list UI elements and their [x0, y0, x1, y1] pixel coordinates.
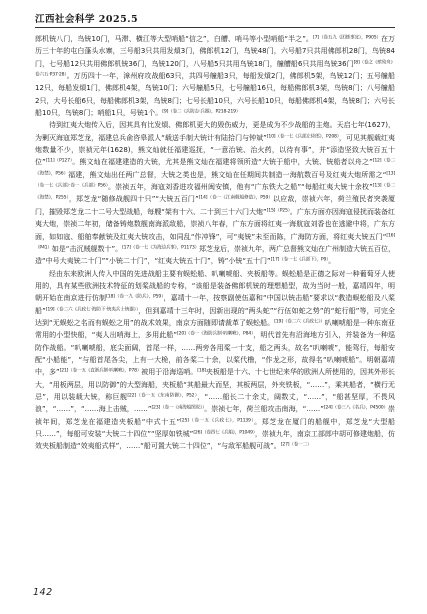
body-text: ，崇祯九年，南京工部郎中胡可修建炮船，仿效夹板船制造“效夷船式样”，……“船可置大铳二十四位”，“与敌军船舰可战”。 — [35, 430, 395, 451]
body-text: ，明代首先有沿海地方引入，并装备为一种巡防作战船。“叭喇唬船，底尖面阔，首尾一样，……两旁各用桨一十支，船之两头，故名“叭喇唬”，能驾行，每船安配“小船能”，“与船首尾各尖，上有一大桅，前各桨二十余，以桨代橹，“作龙之形，故得名“叭喇唬船”。明朝嘉靖中，多” — [35, 331, 395, 377]
footnote-citation: [21]（卷一五《直浙兵制·叭喇唬》，P78） — [59, 368, 142, 374]
body-text: 。 — [328, 257, 336, 266]
footnote-citation: [13]（卷二《海禁》，P255） — [35, 183, 395, 202]
body-text: 夹板船是十六、十七世纪来华的欧洲人所使用的，因其外形长大，“用板两层，用以防御”的大型海船，夹板船“其船最大而坚，其板两层，外夹铁板，“……”，乘其船者，“横行无忌”，用以装载大铳，称巨舰 — [35, 368, 396, 401]
footnote-citation: [7]（卷五九《团练事宜》，P905） — [312, 35, 381, 41]
body-text: 。广东方面亦因海寇侵扰而装备红夷大炮，崇祯二年初，储备铸炮数舰南海派敌船，崇祯八年春，广东方面将红夷一海航寇刘香也在逃避中将，广东方面，如如寇、船舶奉献铳及红夷大铳攻击，如同乱“作冲锋”，可“夷铳”未至而陈，广海防方面，将红夷大铳五门“ — [35, 207, 395, 241]
footnote-citation: [19]（卷二六《兵政七·海防下·铳夷兵士铳器》） — [45, 307, 139, 313]
footnote-citation: [24]（卷三八《名兵》，P4500） — [323, 405, 388, 411]
body-text: ，可见其舰载红夷炮数量不少，崇祯元年(1628)，熊文灿就任福建巡抚，“一意治铳、治火药，以待有事”，并“添造坚致大铳百五十位” — [35, 133, 395, 167]
body-text: ，“……船长二十余丈，阔数丈，“……”，“船甚坚厚，不畏风浪”，“……”，“……海上击贼，……” — [35, 392, 395, 414]
footnote-citation: [18] — [197, 368, 206, 374]
body-text: 以应敌，崇祯六年，荷兰殖民者突袭厦门，摧毁郑芝龙二十二号大型战船，每艘“架有十六、二十到三十六门大炮” — [35, 195, 395, 216]
body-text: 经由东来欧洲人传入中国的先进战船主要有蜈蚣船、叭喇唬船、夹板船等。蜈蚣船是正德之际对一种葡萄牙人使用的，具有某些欧洲技术特征的划桨战船的专称，“该船是装备佛郎机铳的理想船型，故为当时一般，嘉靖四年，明朝开始在南京进行仿制 — [35, 269, 395, 303]
body-text: 。崇祯五年，海寇刘香进攻福州闽安镇，他有“广东铁大之船”“每船红夷大铳十余枚” — [108, 183, 373, 192]
footnote-citation: [20]（卷一《海防兵制·叭喇唬》，P84） — [177, 331, 254, 337]
footnote-citation: [10]（卷一七《兵部左侍郎》，P208） — [266, 134, 339, 140]
footnote-citation: [9]（卷二《兵防志·兵器》，P218-219） — [162, 109, 241, 115]
page-number: 142 — [33, 587, 53, 598]
body-paragraph — [35, 268, 395, 453]
footnote-citation: [23]（卷一《南海船图说》） — [151, 405, 205, 411]
body-text: 在万历三十年的屯白蓬头水寨，三号船3只共用发熕3门，佛郎机12门，鸟铳48门，六号船7只共用佛郎机28门，鸟铳84门，七号船12只共用佛郎机铳36门，鸟铳120门，八号船5只共用鸟铳18门，艟艚船6只共用鸟铳36门 — [35, 35, 395, 68]
body-text: ，但到嘉靖十三年时，因新出现的“两头蛇”“行伍如蛇之势”的“蛇行船”等，可完全达到“无蜈蚣之名而有蜈蚣之用”的战术效果，南京方面随即请裁革了蜈蚣船。 — [35, 306, 395, 327]
body-text: 叭喇唬船是一种东南亚常用的小型快船，“夷人出哨海上，多用此船” — [35, 318, 395, 340]
footnote-citation: [17]（卷一七《兵部下》，P9） — [270, 257, 329, 263]
footnote-citation: [19]（卷二六《兵政七》） — [274, 319, 325, 325]
body-text: 崇祯年间，郑芝龙在福建造夹板船“中式十五” — [35, 405, 395, 426]
body-text: 。万历四十一年，漳州府攻战船63只，共四号艟船3只，每船发熕2门，佛郎机5架，鸟铳12门；五号艟船12只，每船发熕1门，佛郎机4架，鸟铳10门；六号艟船5只，七号艟船16只，每船佛郎机3架，鸟铳8门；八号艟船2只，大号长船6只，每船佛郎机3架，鸟铳8门；七号长船10只，六号长船10只，每船佛郎机4架，鸟铳8门；六号长船10只，鸟铳8门；哨船1只，号铳1个。 — [35, 72, 395, 118]
footnote-citation: [8]（卷之《殡殓舟》卷六五·P37·28） — [35, 60, 395, 78]
footnote-citation: [11]（P127） — [45, 159, 73, 165]
footnote-citation: [13]（卷一七《兵部》·卷一《兵部》P56） — [35, 171, 395, 189]
body-text: 被用于沿海巡哨。 — [141, 368, 198, 377]
running-header — [35, 11, 395, 31]
body-text: 。郑芝龙在厦门的船舰中，郑芝龙“大型船只……”，每船可安装“大铳二十四位”“坚厚如铁城” — [35, 417, 395, 438]
footnote-citation: [22]（卷一五《东南防御》，P52） — [127, 393, 198, 399]
footnote-citation: [14]（卷一《江南舰船修造》，P59） — [198, 196, 273, 202]
body-text: ，嘉靖十一年，按察副使伍嘉和“中国以铳击船”要求以“教造蜈蚣船及八桨船” — [35, 294, 396, 315]
footnote-citation: [15]（P25） — [266, 208, 290, 214]
body-text: 。熊文灿在福建建造的大铳，尤其是熊文灿在福建将领所造“大铳于船中，大铳、铳船者以舟之” — [72, 158, 373, 167]
body-text: ，郑芝龙“随修战舰四十只”“大铳五百门” — [68, 195, 199, 204]
body-text: 郑芝龙后，崇祯九年，两广总督熊文灿在广州制造大铳五百位，造“中号大夷铳二十门”“小铳二十门”，“红夷大铳五十门”，铸“小铳“五十门” — [35, 244, 395, 266]
journal-title: 江西社会科学 2025.5 — [35, 14, 139, 25]
body-text: 如是“击沉贼舰数十”。 — [51, 244, 123, 253]
footnote-citation: [25]（卷一五《兵政七》，P1139） — [180, 418, 255, 424]
footnote-citation: [16]（P41） — [35, 233, 395, 251]
body-text: 。崇祯七年，荷兰船攻击南海，“……” — [204, 405, 324, 414]
footnote-citation: [17]（卷一七《为海边兵事》，P1173） — [122, 245, 199, 251]
body-paragraph — [35, 33, 395, 119]
body-text: 待到红夷大炮传入后，因其具有比发熕、佛郎机更大的毁伤威力，更是成为不少战船的主炮。天启七年(1627)，为剿灭海寇郑芝龙，福建总兵俞咨皋派人“载送手制大铳计有陆拾门与钟斌” — [35, 121, 395, 142]
footnote-citation: [12]（卷二《海禁》，P56） — [35, 159, 395, 177]
article-body — [35, 33, 395, 453]
body-text: 福建，熊文灿出任两广总督，大铳之类也是，熊文灿在任期间共制造一海航数百号及红夷大炮所需之“ — [68, 170, 387, 179]
footnote-citation: [26]（卷四七《兵船》，P1049） — [193, 430, 255, 436]
footnote-citation: [18]（卷一九《防兵》，P59） — [106, 294, 164, 300]
header-rule — [35, 27, 395, 28]
body-text: 郎机铳八门，鸟铳10门，马滞、横江等大型哨船“信之”，白艚、哨马等小型哨船“半之”。 — [35, 35, 313, 43]
footnote-citation: [27]（卷一二） — [280, 442, 312, 448]
body-paragraph — [35, 119, 395, 267]
